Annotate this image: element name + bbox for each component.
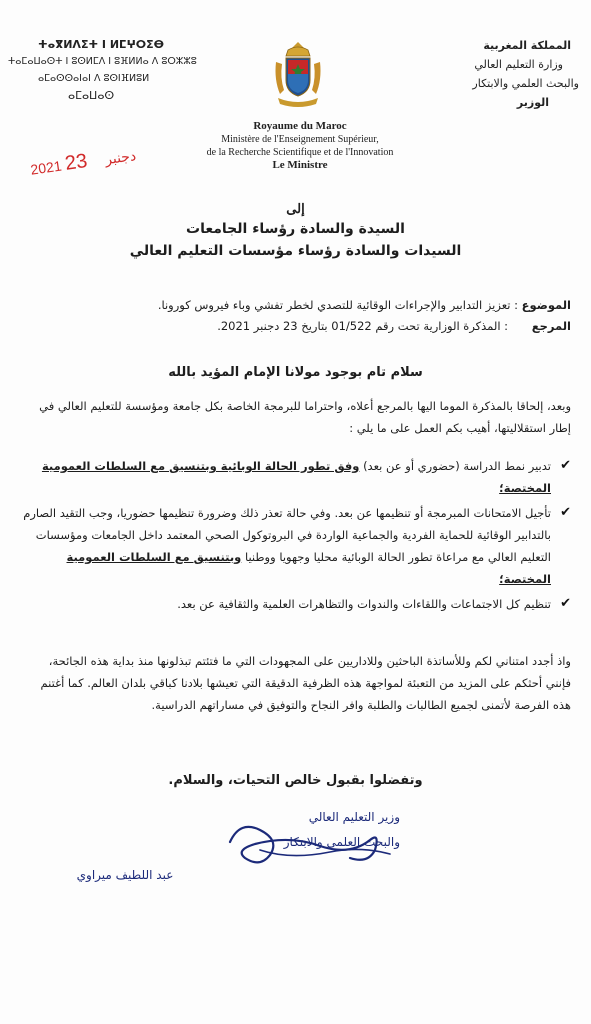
checkmark-icon: ✔: [560, 505, 571, 520]
royaume-label: Royaume du Maroc: [253, 120, 347, 132]
list-item: [19, 455, 571, 499]
french-header: [180, 120, 420, 172]
list-item: [19, 593, 571, 615]
date-stamp: [29, 142, 143, 180]
list-item: [19, 502, 571, 590]
subject-text: : تعزيز التدابير والإجراءات الوقائية للتصدي لخطر تفشي وباء فيروس كورونا.: [157, 298, 518, 312]
signature-block: [200, 800, 420, 890]
subject-line: [51, 295, 571, 316]
intro-paragraph: وبعد، إلحاقا بالمذكرة الموما اليها بالمرجع أعلاه، واحتراما للبرمجة الخاصة بكل جامعة ومؤسسة للتعليم العالي في إطار استقلاليتها، أهيب بكم العمل على ما يلي :: [39, 399, 571, 435]
bullet-text: تدبير نمط الدراسة (حضوري أو عن بعد): [363, 459, 551, 473]
ministry-label: وزارة التعليم العالي: [474, 58, 563, 71]
ministry-label-2: والبحث العلمي والابتكار: [472, 77, 579, 90]
greeting: سلام تام بوجود مولانا الإمام المؤيد بالله: [168, 365, 423, 380]
bullet-text: تنظيم كل الاجتماعات واللقاءات والندوات والتظاهرات العلمية والثقافية عن بعد.: [177, 597, 551, 611]
signature-title-1: وزير التعليم العالي: [308, 810, 400, 824]
kingdom-label: المملكة المغربية: [483, 39, 571, 52]
regards-line: وتفضلوا بقبول خالص التحيات، والسلام.: [168, 773, 423, 788]
checkmark-icon: ✔: [560, 458, 571, 473]
recherche-label: de la Recherche Scientifique et de l'Innovation: [206, 147, 394, 158]
handwritten-signature-icon: [200, 800, 420, 890]
reference-block: [51, 295, 571, 337]
ministere-label: Ministère de l'Enseignement Supérieur,: [221, 134, 379, 145]
moroccan-coat-of-arms-icon: [270, 40, 326, 112]
tifinagh-line: ⴰⵎⴰⵙⵙⴰⵏⴰⵏ ⴷ ⵓⵙⵏⴼⵍⵓⵍ: [38, 73, 150, 84]
stamp-month: دجنبر: [103, 147, 137, 168]
addressee-presidents: السيدة والسادة رؤساء الجامعات: [186, 221, 405, 237]
stamp-day: 23: [63, 149, 89, 175]
arabic-header: [379, 36, 579, 112]
checkmark-icon: ✔: [560, 596, 571, 611]
tifinagh-line: ⴰⵎⴰⵡⴰⵙ: [68, 89, 115, 102]
le-ministre-label: Le Ministre: [272, 159, 328, 171]
reference-line: [51, 316, 571, 337]
addressee-institutions: السيدات والسادة رؤساء مؤسسات التعليم العالي: [129, 243, 462, 259]
directives-list: [19, 455, 571, 618]
reference-text: : المذكرة الوزارية تحت رقم 01/522 بتاريخ 23 دجنبر 2021.: [217, 319, 509, 333]
tifinagh-line: ⵜⴰⵎⴰⵡⴰⵙⵜ ⵏ ⵓⵙⵍⵎⴷ ⵏ ⵓⴼⵍⵍⴰ ⴷ ⵓⵔⵣⵣⵓ: [8, 56, 197, 67]
tifinagh-header: [8, 36, 198, 104]
signature-title-2: والبحث العلمي والابتكار: [283, 835, 400, 849]
addressees: [100, 218, 491, 262]
stamp-year: 2021: [29, 157, 63, 178]
minister-label: الوزير: [516, 96, 549, 109]
bullet-text: تأجيل الامتحانات المبرمجة أو تنظيمها عن بعد. وفي حالة تعذر ذلك وضرورة تنظيمها حضوريا، وجب التقيد الصارم بالتدابير الوقائية للحماية الفردية والجماعية الواردة في البروتوكول الصحي المعتمد داخل الجامعات ومؤسسات التعليم العالي مع مراعاة تطور الحالة الوبائية محليا وجهويا ووطنيا: [23, 506, 551, 564]
signatory-name: عبد اللطيف ميراوي: [76, 868, 174, 882]
bullet-emphasis: وبتنسيق مع السلطات العمومية المختصة؛: [66, 550, 551, 586]
to-label: إلى: [286, 202, 305, 217]
subject-label: الموضوع: [521, 298, 571, 312]
reference-label: المرجع: [531, 319, 571, 333]
tifinagh-line: ⵜⴰⴳⵍⴷⵉⵜ ⵏ ⵍⵎⵖⵔⵉⴱ: [38, 38, 165, 51]
closing-paragraph: واذ أجدد امتناني لكم وللأساتذة الباحثين وللاداريين على المجهودات التي ما فتئتم تبذلونها منذ بداية هذه الجائحة، فإنني أحثكم على المزيد من التعبئة لمواجهة هذه الظرفية الدقيقة التي تعيشها بلادنا كباقي بلدان العالم. كما أغتنم هذه الفرصة لأتمنى لجميع الطالبات والطلبة وافر النجاح والتوفيق في مساراتهم الدراسية.: [40, 654, 571, 712]
bullet-emphasis: وفق تطور الحالة الوبائية وبتنسيق مع السلطات العمومية المختصة؛: [41, 459, 551, 495]
